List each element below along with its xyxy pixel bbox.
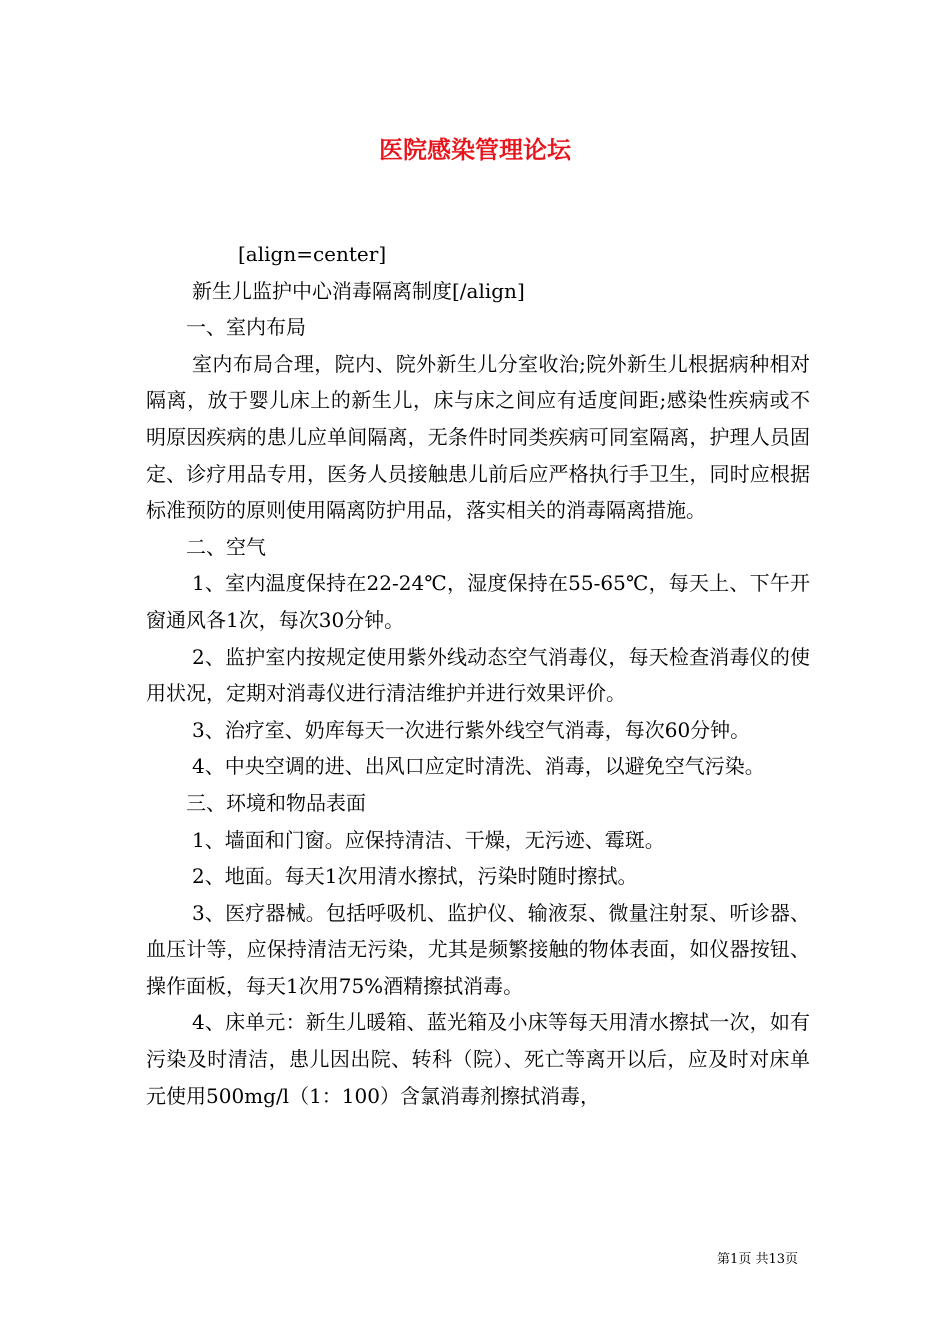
document-title: 医院感染管理论坛 <box>379 135 571 164</box>
section-heading-environment: 三、环境和物品表面 <box>186 790 366 815</box>
section-heading-layout: 一、室内布局 <box>186 315 306 340</box>
paragraph-env-4: 4、床单元：新生儿暖箱、蓝光箱及小床等每天用清水擦拭一次，如有污染及时清洁，患儿因出院、转科（院）、死亡等离开以后，应及时对床单元使用500mg/l（1：100）含氯消毒剂擦拭消毒， <box>146 1010 810 1108</box>
paragraph-env-3: 3、医疗器械。包括呼吸机、监护仪、输液泵、微量注射泵、听诊器、血压计等，应保持清洁无污染，尤其是频繁接触的物体表面，如仪器按钮、操作面板，每天1次用75%酒精擦拭消毒。 <box>146 900 810 998</box>
paragraph-subtitle: 新生儿监护中心消毒隔离制度[/align] <box>192 278 525 303</box>
paragraph-layout: 室内布局合理，院内、院外新生儿分室收治;院外新生儿根据病种相对隔离，放于婴儿床上的新生儿，床与床之间应有适度间距;感染性疾病或不明原因疾病的患儿应单间隔离，无条件时同类疾病可同室隔离，护理人员固定、诊疗用品专用，医务人员接触患儿前后应严格执行手卫生，同时应根据标准预防的原则使用隔离防护用品，落实相关的消毒隔离措施。 <box>146 351 810 523</box>
paragraph-air-3: 3、治疗室、奶库每天一次进行紫外线空气消毒，每次60分钟。 <box>192 717 751 742</box>
document-body <box>146 236 810 1114</box>
paragraph-air-1: 1、室内温度保持在22-24℃，湿度保持在55-65℃，每天上、下午开窗通风各1次，每次30分钟。 <box>146 571 810 632</box>
paragraph-env-1: 1、墙面和门窗。应保持清洁、干燥，无污迹、霉斑。 <box>192 827 665 852</box>
paragraph-env-2: 2、地面。每天1次用清水擦拭，污染时随时擦拭。 <box>192 864 638 889</box>
section-heading-air: 二、空气 <box>186 534 266 559</box>
paragraph-align-tag: [align=center] <box>238 242 387 266</box>
paragraph-air-4: 4、中央空调的进、出风口应定时清洗、消毒，以避免空气污染。 <box>192 754 765 779</box>
page-number: 第1页 共13页 <box>717 1252 798 1267</box>
paragraph-air-2: 2、监护室内按规定使用紫外线动态空气消毒仪，每天检查消毒仪的使用状况，定期对消毒仪进行清洁维护并进行效果评价。 <box>146 644 810 706</box>
